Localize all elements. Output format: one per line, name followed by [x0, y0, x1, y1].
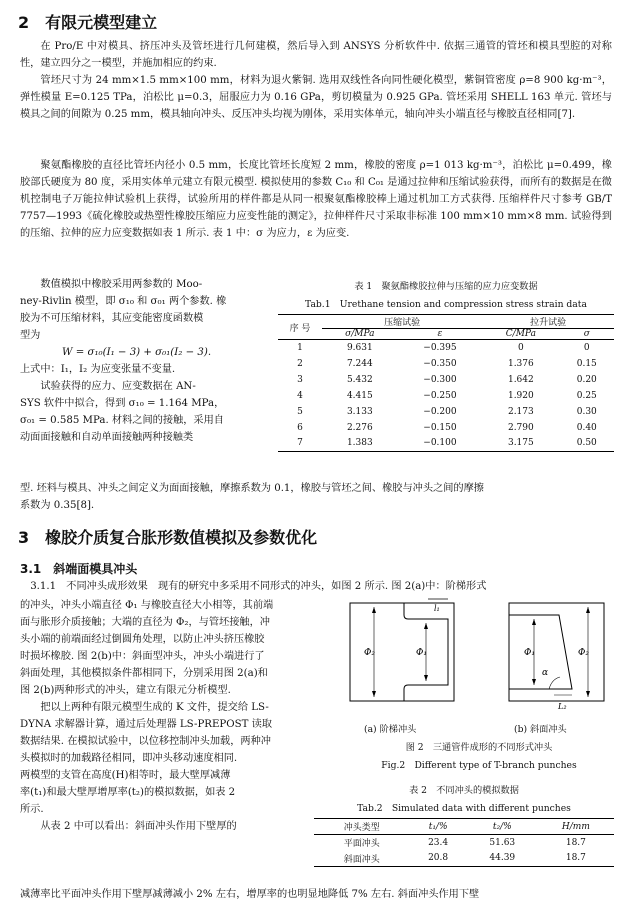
- figure-2: [344, 597, 614, 771]
- table-cell: 5.432: [346, 374, 373, 385]
- text-line: 型为: [20, 330, 41, 341]
- table-cell: 0.20: [576, 374, 597, 385]
- text-line: 斜面处理，其他模拟条件都相同下，分别采用图 2(a)和: [20, 668, 268, 679]
- paragraph-rubber-params: 聚氨酯橡胶的直径比管坯内径小 0.5 mm，长度比管坯长度短 2 mm，橡胶的密度 ρ=1 013 kg·m⁻³，泊松比 μ=0.499，橡胶部氏硬度为 80 度，采用实体单元建立有限元模型. 模拟使用的参数 C₁₀ 和 C₀₁ 是通过拉伸和压缩试验获得，而所有的数据是在微机控制电子万能拉伸试验机上获得，试验所用的样件都是从同一根聚氨酯橡胶棒上通过机加工方式获得. 压缩样件尺寸参考 GB/T 7757—1993《硫化橡胶或热塑性橡胶压缩应力应变性能的测定》，拉伸样件尺寸采取非标准 100 mm×10 mm×8 mm. 试验得到的压缩、拉伸的应力应变数据如表 1 所示. 表 1 中：σ 为应力，ε 为应变.: [20, 160, 612, 239]
- table-cell: 2: [297, 358, 303, 369]
- table-1-grid: [278, 314, 614, 452]
- text-line: σ₀₁ = 0.585 MPa. 材料之间的接触，采用自: [20, 415, 224, 426]
- table-header-cell: t₁/%: [428, 821, 448, 832]
- table-cell: 0: [517, 342, 524, 353]
- table-cell: 23.4: [428, 837, 449, 848]
- table-header-cell: 拉升试验: [482, 315, 614, 329]
- table-row: [278, 388, 614, 404]
- table-cell: −0.300: [423, 374, 457, 385]
- table-cell: 18.7: [565, 853, 586, 864]
- text-line: 试验获得的应力、应变数据在 AN-: [40, 381, 196, 392]
- table-cell: 2.276: [346, 422, 373, 433]
- table-cell: 0.15: [576, 358, 597, 369]
- table-cell: 3: [297, 374, 303, 385]
- section-2-title: 2 有限元模型建立: [18, 13, 158, 32]
- figure-2-caption-en: Fig.2 Different type of T-branch punches: [381, 760, 577, 771]
- table-cell: 5: [297, 406, 303, 417]
- table-cell: 9.631: [346, 342, 373, 353]
- paragraph-contact: [20, 480, 612, 514]
- text-line: SYS 软件中拟合，得到 σ₁₀ = 1.164 MPa，: [20, 398, 225, 409]
- table-header-cell: C/MPa: [505, 329, 536, 339]
- text-line: 减薄率比平面冲头作用下壁厚减薄减小 2% 左右，增厚率的也明显地降低 7% 左右. 斜面冲头作用下壁: [20, 889, 480, 900]
- table-cell: 0.30: [576, 406, 597, 417]
- table-header-cell: t₂/%: [492, 821, 512, 832]
- text-line: 所示.: [20, 804, 44, 815]
- phi1-label-b: Φ₁: [524, 648, 535, 658]
- text-line: 把以上两种有限元模型生成的 K 文件，提交给 LS-: [20, 702, 269, 713]
- punch-diagram: [344, 597, 614, 717]
- table-cell: 平面冲头: [343, 839, 380, 850]
- text-line: 的冲头，冲头小端直径 Φ₁ 与橡胶直径大小相等，其前端: [20, 600, 274, 611]
- table-row: [278, 356, 614, 372]
- section-3-title: 3 橡胶介质复合胀形数值模拟及参数优化: [18, 528, 318, 547]
- table-cell: 2.790: [507, 422, 534, 433]
- table-header-cell: σ: [583, 329, 590, 339]
- table-cell: −0.150: [423, 422, 457, 433]
- table-cell: 44.39: [489, 853, 516, 864]
- l1-label: l₁: [434, 604, 440, 613]
- phi2-label-b: Φ₂: [578, 648, 589, 658]
- table-row: [278, 372, 614, 388]
- text-line: 系数为 0.35[8].: [20, 500, 95, 511]
- table-cell: 6: [297, 422, 303, 433]
- table-cell: 斜面冲头: [343, 854, 380, 865]
- l2-label: L₂: [558, 702, 567, 711]
- text-line: 数据结果. 在模拟试验中，以位移控制冲头加载，两种冲: [20, 736, 271, 747]
- text-line: 头模拟时的加载路径相同，即冲头移动速度相同.: [20, 753, 238, 764]
- table-cell: −0.395: [423, 342, 457, 353]
- paragraph-last-line: [20, 886, 620, 903]
- text-line: 数值模拟中橡胶采用两参数的 Moo-: [40, 279, 203, 290]
- figure-2a-label: (a) 阶梯冲头: [364, 724, 417, 735]
- table-row: [278, 436, 614, 452]
- table-1-title-en: Tab.1 Urethane tension and compression stress strain data: [305, 299, 587, 310]
- text-line: 图 2(b)两种形式的冲头，建立有限元分析模型.: [20, 685, 231, 696]
- table-1-title-cn: 表 1 聚氨酯橡胶拉伸与压缩的应力应变数据: [354, 281, 538, 292]
- table-cell: 1.376: [507, 358, 534, 369]
- table-header-cell: σ/MPa: [345, 329, 375, 339]
- text-line: 动面面接触和自动单面接触两种接触类: [20, 432, 194, 443]
- step-punch-drawing: [350, 599, 454, 701]
- table-cell: 2.173: [507, 406, 534, 417]
- table-cell: 3.133: [346, 406, 373, 417]
- table-1: [278, 278, 614, 452]
- table-row: [278, 420, 614, 436]
- table-row: [314, 835, 614, 851]
- text-line: 率(t₁)和最大壁厚增厚率(t₂)的模拟数据，如表 2: [20, 787, 236, 798]
- table-cell: −0.250: [423, 390, 457, 401]
- table-header-cell: 压缩试验: [322, 315, 482, 329]
- table-cell: 1.920: [507, 390, 534, 401]
- alpha-label: α: [542, 668, 549, 678]
- table-header-cell: 冲头类型: [343, 823, 380, 833]
- table-cell: −0.350: [423, 358, 457, 369]
- table-cell: 18.7: [565, 837, 586, 848]
- subsection-3-1-title: 3.1 斜端面模具冲头: [20, 562, 138, 576]
- table-2-grid: [314, 818, 614, 867]
- text-line: 从表 2 中可以看出：斜面冲头作用下壁厚的: [20, 821, 237, 832]
- table-cell: 7: [297, 438, 303, 449]
- table-2: [314, 782, 614, 867]
- text-line: ney-Rivlin 模型，即 σ₁₀ 和 σ₀₁ 两个参数. 橡: [20, 296, 227, 307]
- table-header-cell: ε: [437, 329, 443, 339]
- table-row: [314, 851, 614, 867]
- table-cell: 20.8: [428, 853, 449, 864]
- paragraph-tube-params: 管坯尺寸为 24 mm×1.5 mm×100 mm，材料为退火紫铜. 选用双线性各向同性硬化模型，紫铜管密度 ρ=8 900 kg·m⁻³，弹性模量 E=0.125 TPa，泊松比 μ=0.3，屈服应力为 0.16 GPa，剪切模量为 0.925 GPa. 管坯采用 SHELL 163 单元. 管坯与模具之间的间隙为 0.25 mm，模具轴向冲头、反压冲头均视为刚体，采用实体单元，轴向冲头小端直径与橡胶直径相同[7].: [20, 75, 612, 120]
- text-line: 型. 坯料与模具、冲头之间定义为面面接触，摩擦系数为 0.1，橡胶与管坯之间、橡胶与冲头之间的摩擦: [20, 483, 484, 494]
- paragraph-punch-intro: [20, 578, 612, 595]
- formula: W = σ₁₀(I₁ − 3) + σ₀₁(I₂ − 3).: [62, 347, 212, 358]
- text-line: DYNA 求解器计算，通过后处理器 LS-PREPOST 读取: [20, 719, 273, 730]
- table-cell: 1.383: [346, 438, 373, 449]
- table-cell: 51.63: [489, 837, 516, 848]
- table-header-cell: 序 号: [278, 315, 322, 340]
- table-cell: 0.50: [576, 438, 597, 449]
- table-cell: −0.100: [423, 438, 457, 449]
- figure-2-caption-cn: 图 2 三通管件成形的不同形式冲头: [405, 742, 553, 753]
- table-cell: 0: [583, 342, 590, 353]
- table-cell: 4.415: [346, 390, 373, 401]
- table-cell: 1.642: [507, 374, 534, 385]
- table-header-cell: H/mm: [561, 821, 590, 832]
- punch-comparison-text: [20, 597, 338, 835]
- table-row: [278, 340, 614, 356]
- table-row: [278, 404, 614, 420]
- figure-2b-label: (b) 斜面冲头: [514, 724, 567, 735]
- table-cell: 0.25: [576, 390, 597, 401]
- text-line: 时损坏橡胶. 图 2(b)中：斜面型冲头，冲头小端进行了: [20, 651, 265, 662]
- mooney-rivlin-text: [20, 276, 266, 446]
- table-2-title-cn: 表 2 不同冲头的模拟数据: [409, 785, 519, 796]
- table-cell: 4: [297, 390, 303, 401]
- text-line: 头小端的前端面经过倒圆角处理，以防止冲头挤压橡胶: [20, 634, 265, 645]
- phi2-label: Φ₂: [364, 648, 375, 658]
- table-cell: 3.175: [507, 438, 534, 449]
- text-line: 两模型的支管在高度(H)相等时，最大壁厚减薄: [20, 770, 231, 781]
- inclined-punch-drawing: [509, 603, 604, 711]
- formula-note: 上式中：I₁，I₂ 为应变张量不变量.: [20, 364, 176, 375]
- text-line: 面与胀形介质接触；大端的直径为 Φ₂，与管坯接触，冲: [20, 617, 270, 628]
- table-cell: 1: [297, 342, 303, 353]
- table-cell: 0.40: [576, 422, 597, 433]
- table-cell: −0.200: [423, 406, 457, 417]
- table-cell: 7.244: [346, 358, 373, 369]
- paragraph-modeling: 在 Pro/E 中对模具、挤压冲头及管坯进行几何建模，然后导入到 ANSYS 分析软件中. 依据三通管的管坯和模具型腔的对称性，建立四分之一模型，并施加相应的约束.: [20, 41, 612, 69]
- table-2-title-en: Tab.2 Simulated data with different punches: [357, 803, 571, 814]
- text-line: 胶为不可压缩材料，其应变能密度函数模: [20, 313, 204, 324]
- phi1-label: Φ₁: [416, 648, 427, 658]
- text-line: 3.1.1 不同冲头成形效果 现有的研究中多采用不同形式的冲头，如图 2 所示. 图 2(a)中：阶梯形式: [30, 581, 487, 592]
